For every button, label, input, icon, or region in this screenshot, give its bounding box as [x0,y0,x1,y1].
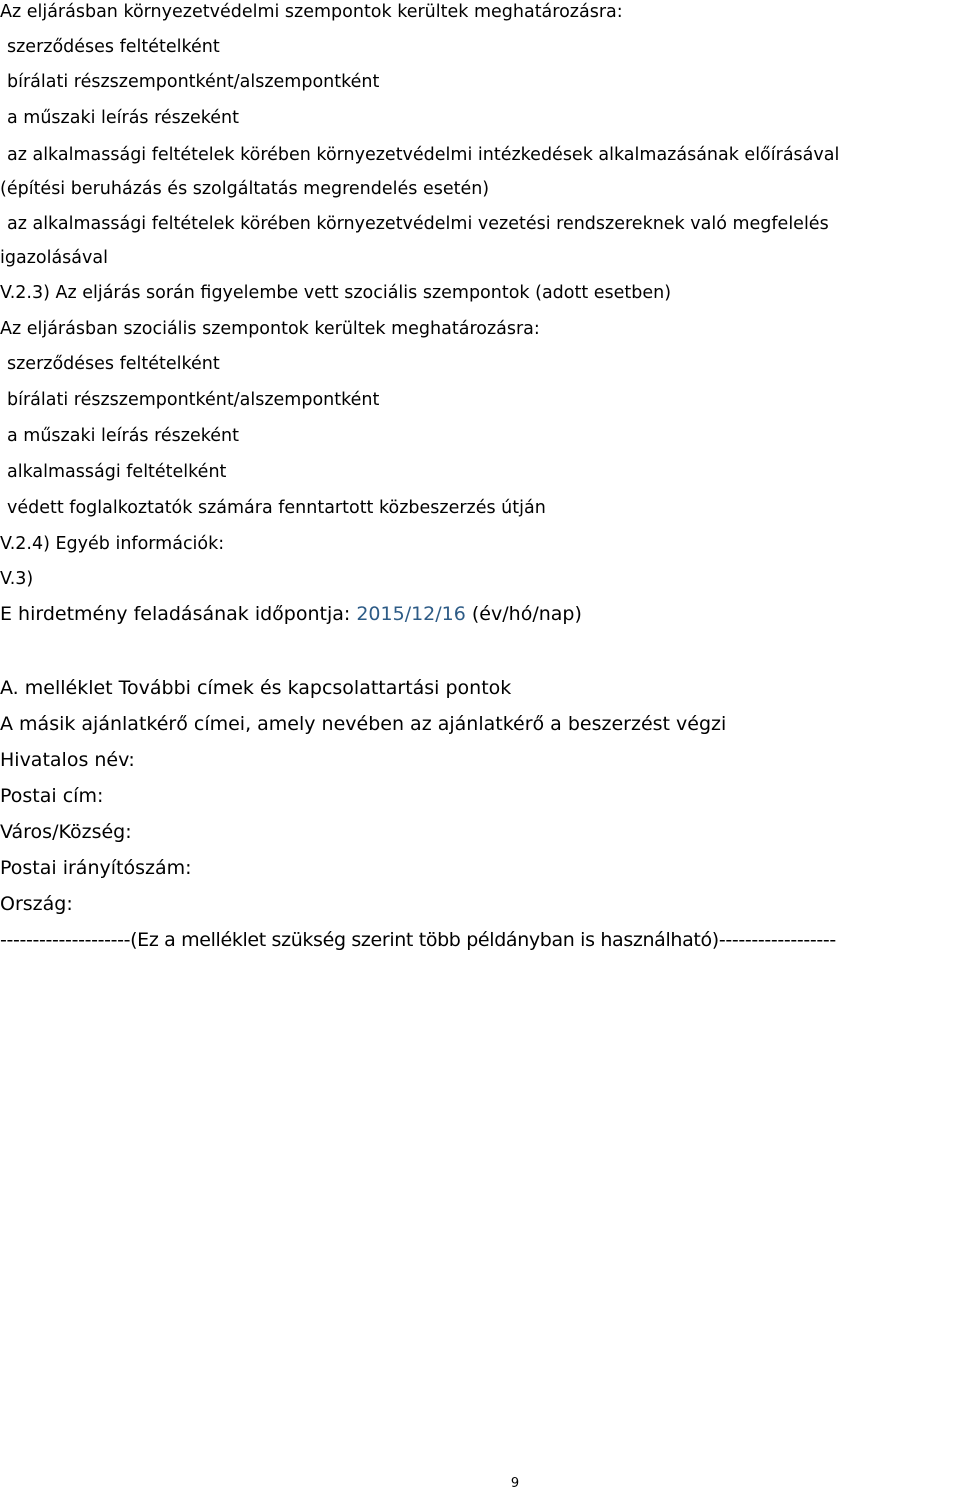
annex-field-city: Város/Község: [0,821,132,843]
annex-field-postal-address: Postai cím: [0,785,104,807]
section-v3: V.3) [0,569,34,589]
other-info-heading: V.2.4) Egyéb információk: [0,534,225,554]
annex-field-official-name: Hivatalos név: [0,749,135,771]
social-option-protected: védett foglalkoztatók számára fenntartott közbeszerzés útján [7,498,546,518]
env-option-technical: a műszaki leírás részeként [7,108,239,128]
social-heading: V.2.3) Az eljárás során figyelembe vett szociális szempontok (adott esetben) [0,283,672,303]
social-option-contract: szerződéses feltételként [7,354,220,374]
notice-date-line [0,602,582,626]
social-intro: Az eljárásban szociális szempontok kerültek meghatározásra: [0,319,540,339]
annex-footer-note: --------------------(Ez a melléklet szükség szerint több példányban is használható)------------------ [0,929,836,951]
social-option-evaluation: bírálati részszempontként/alszempontként [7,390,380,410]
annex-title: A. melléklet További címek és kapcsolattartási pontok [0,677,512,699]
notice-date-value: 2015/12/16 [356,603,466,625]
social-option-suitability: alkalmassági feltételként [7,462,227,482]
env-option-management: az alkalmassági feltételek körében környezetvédelmi vezetési rendszereknek való megfelelés [7,214,829,234]
page-number: 9 [510,1476,520,1491]
annex-field-postal-code: Postai irányítószám: [0,857,192,879]
social-option-technical: a műszaki leírás részeként [7,426,239,446]
env-option-measures-note: (építési beruházás és szolgáltatás megrendelés esetén) [0,179,490,199]
env-option-management-cont: igazolásával [0,248,108,268]
env-option-measures: az alkalmassági feltételek körében környezetvédelmi intézkedések alkalmazásának előírásával [7,145,840,165]
env-intro: Az eljárásban környezetvédelmi szempontok kerültek meghatározásra: [0,2,623,22]
annex-subtitle: A másik ajánlatkérő címei, amely nevében az ajánlatkérő a beszerzést végzi [0,713,727,735]
env-option-contract: szerződéses feltételként [7,37,220,57]
env-option-evaluation: bírálati részszempontként/alszempontként [7,72,380,92]
notice-date-suffix: (év/hó/nap) [465,603,582,625]
annex-field-country: Ország: [0,893,73,915]
notice-date-label: E hirdetmény feladásának időpontja: [0,603,357,625]
